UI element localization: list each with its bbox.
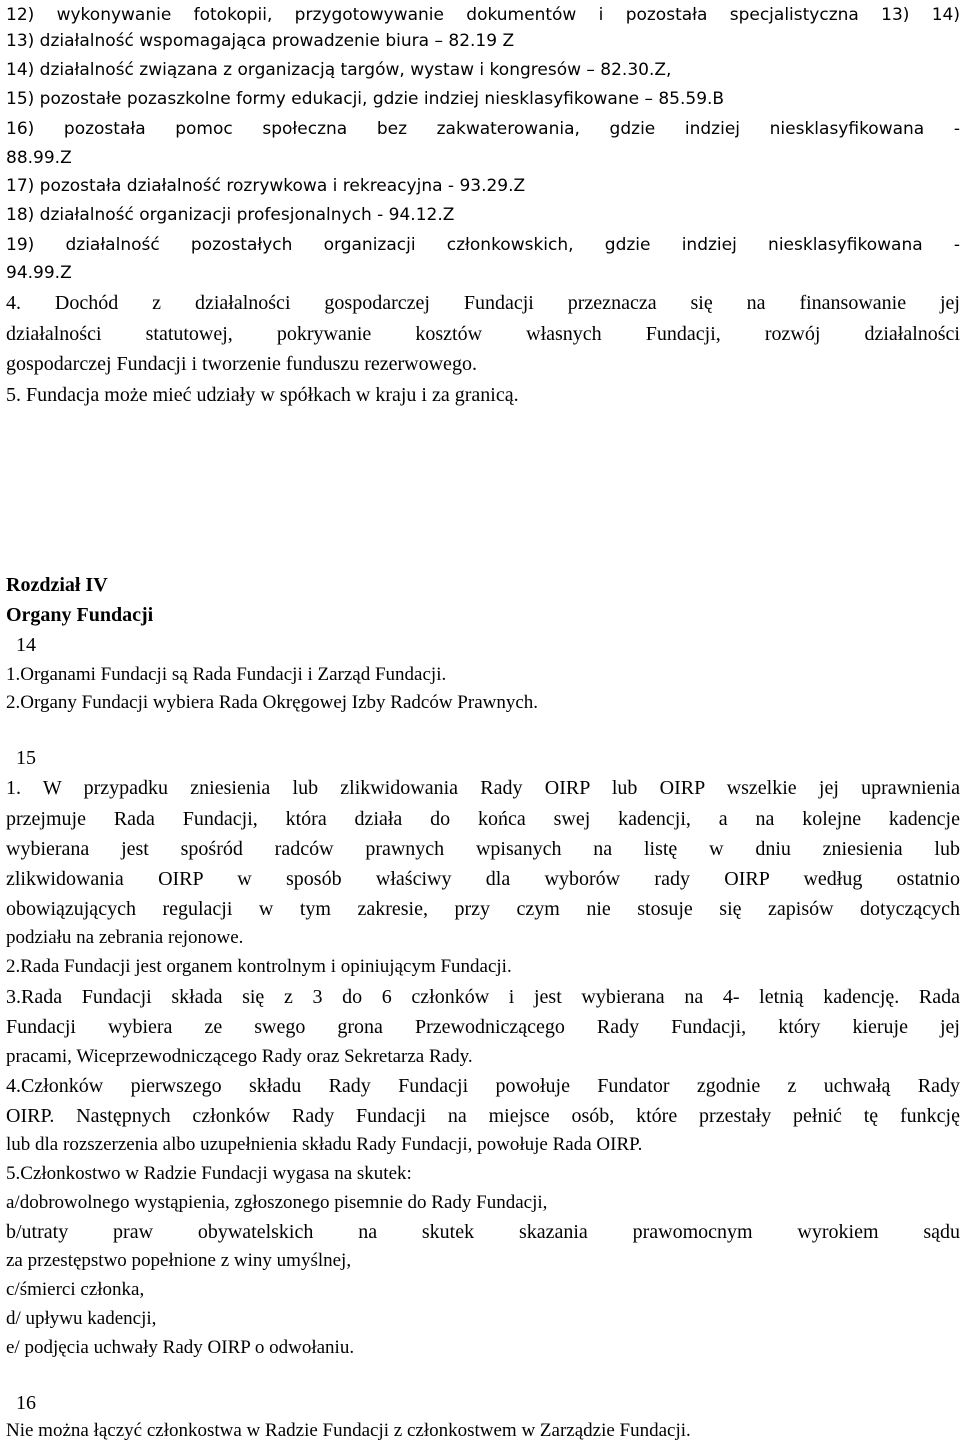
paragraph-line: lub dla rozszerzenia albo uzupełnienia składu Rady Fundacji, powołuje Rada OIRP.	[6, 1134, 643, 1155]
list-item: 13) działalność wspomagająca prowadzenie biura – 82.19 Z	[6, 31, 515, 51]
list-item: a/dobrowolnego wystąpienia, zgłoszonego pisemnie do Rady Fundacji,	[6, 1192, 548, 1213]
paragraph-line: gospodarczej Fundacji i tworzenie funduszu rezerwowego.	[6, 353, 477, 375]
paragraph-line: 1.Organami Fundacji są Rada Fundacji i Zarząd Fundacji.	[6, 664, 447, 685]
section-heading-15: 15	[6, 747, 36, 769]
paragraph-line: wybierana jest spośród radców prawnych wpisanych na listę w dniu zniesienia lub	[6, 838, 960, 860]
paragraph-line: OIRP. Następnych członków Rady Fundacji na miejsce osób, które przestały pełnić tę funkcję	[6, 1105, 960, 1127]
paragraph-line: 4.Członków pierwszego składu Rady Fundacji powołuje Fundator zgodnie z uchwałą Rady	[6, 1075, 960, 1097]
list-item: b/utraty praw obywatelskich na skutek skazania prawomocnym wyrokiem sądu	[6, 1221, 960, 1243]
paragraph-line: zlikwidowania OIRP w sposób właściwy dla wyborów rady OIRP według ostatnio	[6, 868, 960, 890]
paragraph-line: działalności statutowej, pokrywanie kosztów własnych Fundacji, rozwój działalności	[6, 323, 960, 345]
list-item: e/ podjęcia uchwały Rady OIRP o odwołaniu.	[6, 1337, 355, 1358]
list-item: 88.99.Z	[6, 148, 72, 168]
section-heading-14: 14	[6, 634, 36, 656]
list-item: c/śmierci członka,	[6, 1279, 145, 1300]
section-heading-16: 16	[6, 1392, 36, 1414]
list-item: d/ upływu kadencji,	[6, 1308, 157, 1329]
paragraph-line: 3.Rada Fundacji składa się z 3 do 6 członków i jest wybierana na 4- letnią kadencję. Rada	[6, 986, 960, 1008]
paragraph-line: podziału na zebrania rejonowe.	[6, 927, 244, 948]
list-item: 94.99.Z	[6, 263, 72, 283]
chapter-title: Organy Fundacji	[6, 604, 154, 626]
list-item: 14) działalność związana z organizacją targów, wystaw i kongresów – 82.30.Z,	[6, 60, 672, 80]
paragraph-line: Nie można łączyć członkostwa w Radzie Fundacji z członkostwem w Zarządzie Fundacji.	[6, 1420, 691, 1441]
paragraph-line: 4. Dochód z działalności gospodarczej Fundacji przeznacza się na finansowanie jej	[6, 292, 960, 314]
paragraph-line: pracami, Wiceprzewodniczącego Rady oraz Sekretarza Rady.	[6, 1046, 473, 1067]
list-item: 15) pozostałe pozaszkolne formy edukacji, gdzie indziej niesklasyfikowane – 85.59.B	[6, 89, 725, 109]
paragraph-line: przejmuje Rada Fundacji, która działa do końca swej kadencji, a na kolejne kadencje	[6, 808, 960, 830]
list-item: 16) pozostała pomoc społeczna bez zakwaterowania, gdzie indziej niesklasyfikowana -	[6, 119, 960, 139]
list-item: 17) pozostała działalność rozrywkowa i rekreacyjna - 93.29.Z	[6, 176, 526, 196]
paragraph-line: 2.Organy Fundacji wybiera Rada Okręgowej Izby Radców Prawnych.	[6, 692, 539, 713]
list-item: 19) działalność pozostałych organizacji członkowskich, gdzie indziej niesklasyfikowana -	[6, 235, 960, 255]
paragraph-line: 5. Fundacja może mieć udziały w spółkach w kraju i za granicą.	[6, 384, 519, 406]
list-item: 12) wykonywanie fotokopii, przygotowywanie dokumentów i pozostała specjalistyczna 13) 14)	[6, 5, 960, 25]
list-item: za przestępstwo popełnione z winy umyślnej,	[6, 1250, 352, 1271]
paragraph-line: 1. W przypadku zniesienia lub zlikwidowania Rady OIRP lub OIRP wszelkie jej uprawnienia	[6, 777, 960, 799]
chapter-number: Rozdział IV	[6, 574, 108, 596]
paragraph-line: Fundacji wybiera ze swego grona Przewodniczącego Rady Fundacji, który kieruje jej	[6, 1016, 960, 1038]
list-item: 18) działalność organizacji profesjonalnych - 94.12.Z	[6, 205, 455, 225]
paragraph-line: 5.Członkostwo w Radzie Fundacji wygasa na skutek:	[6, 1163, 412, 1184]
paragraph-line: obowiązujących regulacji w tym zakresie, przy czym nie stosuje się zapisów dotyczących	[6, 898, 960, 920]
paragraph-line: 2.Rada Fundacji jest organem kontrolnym i opiniującym Fundacji.	[6, 956, 512, 977]
